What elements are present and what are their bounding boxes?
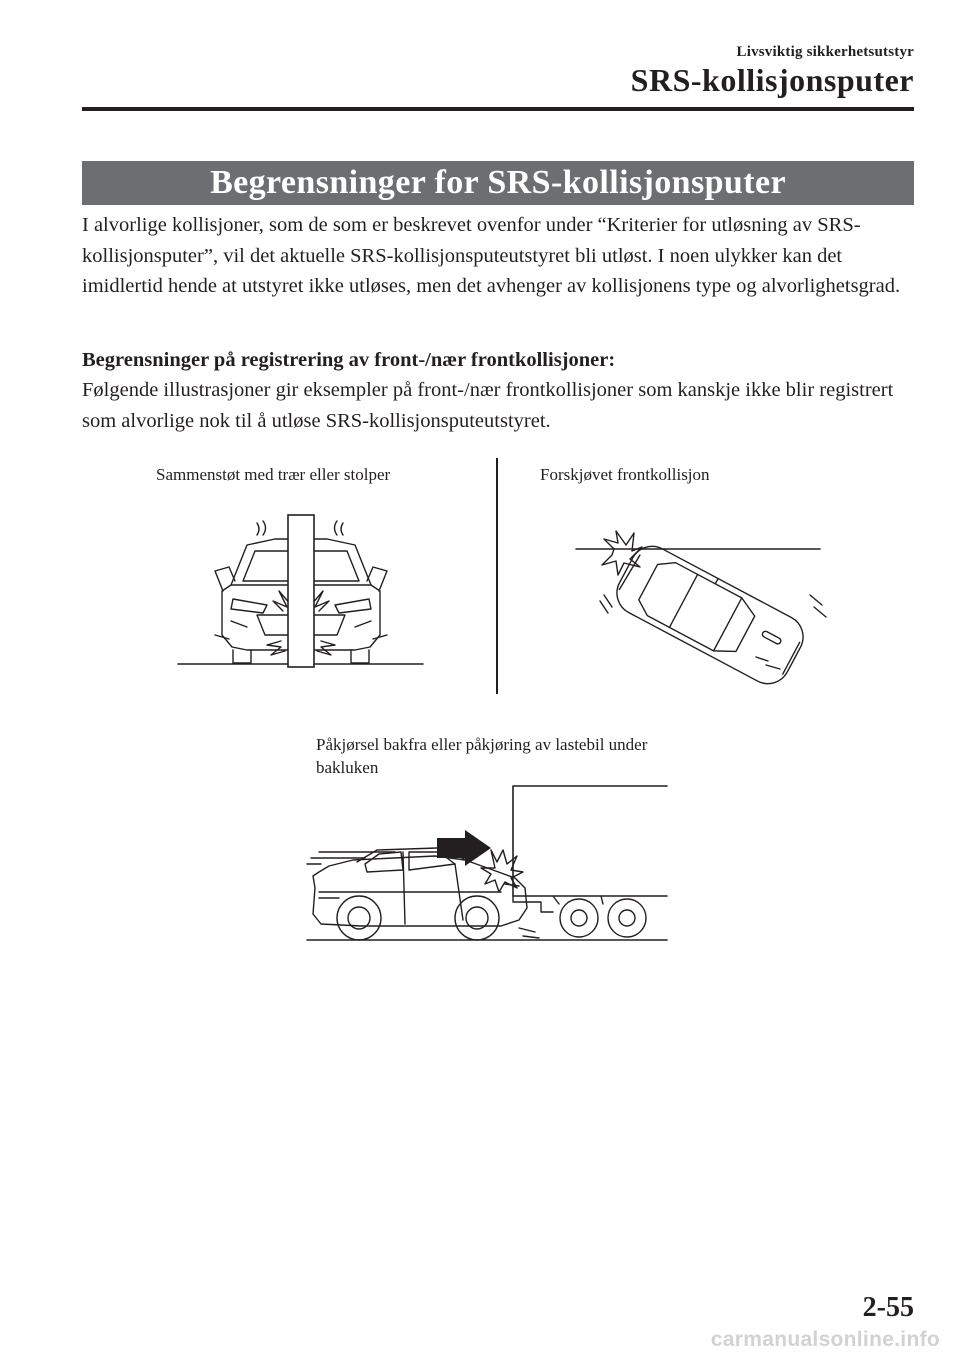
pole-collision-caption: Sammenstøt med trær eller stolper — [156, 465, 391, 484]
offset-collision-illustration — [570, 525, 830, 685]
truck-underride-illustration — [305, 780, 670, 945]
page-title: SRS-kollisjonsputer — [630, 62, 914, 98]
figure-divider — [496, 458, 498, 694]
page-number: 2-55 — [862, 1292, 914, 1323]
header-rule — [82, 107, 914, 111]
watermark: carmanualsonline.info — [710, 1328, 940, 1351]
sub-heading: Begrensninger på registrering av front-/nær frontkollisjoner: — [82, 349, 616, 371]
chapter-label: Livsviktig sikkerhetsutstyr — [736, 44, 914, 60]
underride-caption: Påkjørsel bakfra eller påkjøring av lastebil under bakluken — [316, 735, 648, 777]
section-heading: Begrensninger for SRS-kollisjonsputer — [82, 161, 914, 205]
body-paragraph: Følgende illustrasjoner gir eksempler på front-/nær frontkollisjoner som kanskje ikke blir registrert som alvorlige nok til å utløse SRS-kollisjonsputeutstyret. — [82, 379, 894, 432]
intro-paragraph: I alvorlige kollisjoner, som de som er beskrevet ovenfor under “Kriterier for utløsning av SRS-kollisjonsputer”, vil det aktuelle SRS-kollisjonsputeutstyret bli utløst. I noen ulykker kan det imidlertid hende at utstyret ikke utløses, men det avhenger av kollisjonens type og alvorlighetsgrad. — [82, 214, 901, 297]
offset-collision-caption: Forskjøvet frontkollisjon — [540, 465, 710, 484]
pole-collision-illustration — [175, 515, 425, 675]
